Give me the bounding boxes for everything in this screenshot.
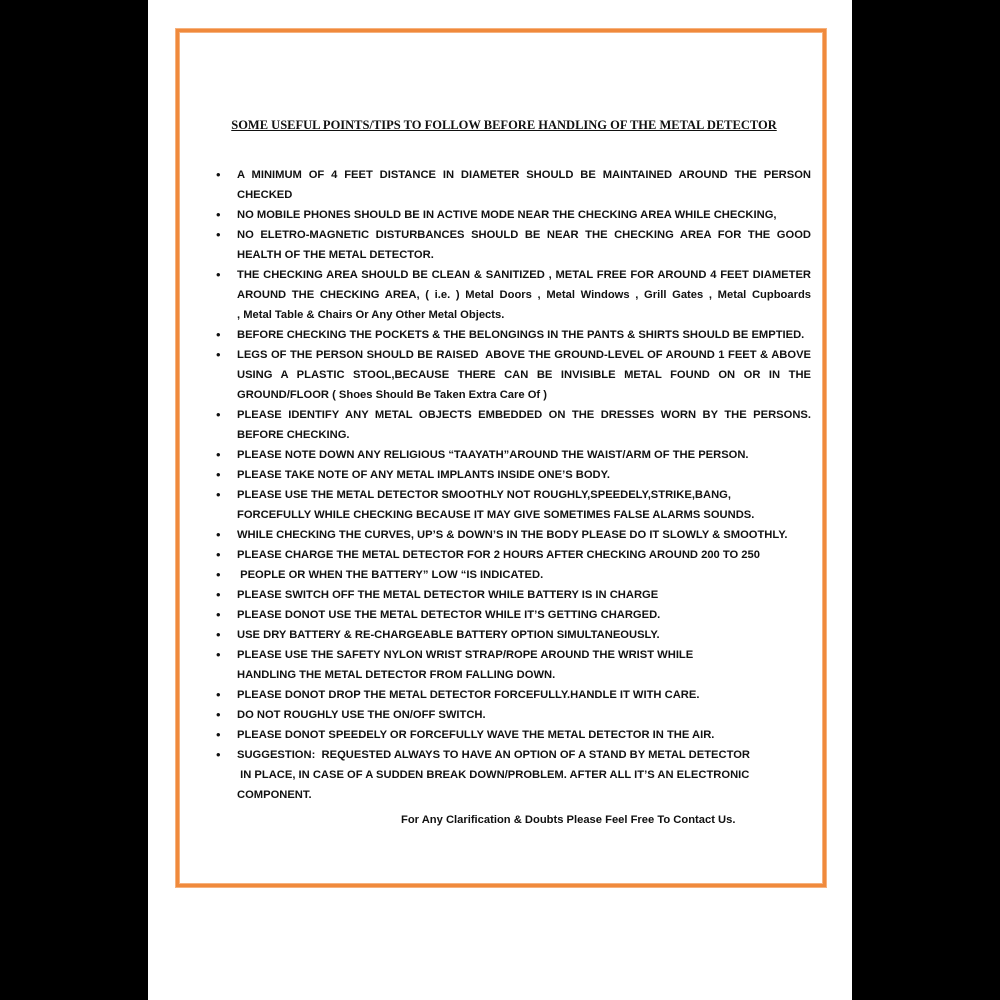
bullet-icon: • xyxy=(216,407,221,422)
list-item xyxy=(216,345,811,405)
list-item-text-line: PLEASE IDENTIFY ANY METAL OBJECTS EMBEDDED ON THE DRESSES WORN BY THE PERSONS. xyxy=(237,409,811,421)
list-item-text-line: HEALTH OF THE METAL DETECTOR. xyxy=(237,249,434,261)
list-item xyxy=(216,165,811,205)
list-item xyxy=(216,405,811,445)
bullet-icon: • xyxy=(216,327,221,342)
list-item-text-line: THE CHECKING AREA SHOULD BE CLEAN & SANITIZED , METAL FREE FOR AROUND 4 FEET DIAMETER xyxy=(237,269,811,281)
bullet-icon: • xyxy=(216,227,221,242)
list-item xyxy=(216,225,811,265)
document-title: SOME USEFUL POINTS/TIPS TO FOLLOW BEFORE HANDLING OF THE METAL DETECTOR xyxy=(231,118,777,132)
list-item xyxy=(216,685,811,705)
list-item-text-line: AROUND THE CHECKING AREA, ( i.e. ) Metal Doors , Metal Windows , Grill Gates , Metal Cupboards xyxy=(237,289,811,301)
list-item-text-line: LEGS OF THE PERSON SHOULD BE RAISED ABOVE THE GROUND-LEVEL OF AROUND 1 FEET & ABOVE xyxy=(237,349,811,361)
list-item xyxy=(216,705,811,725)
bullet-icon: • xyxy=(216,567,221,582)
list-item-text-line: PLEASE USE THE METAL DETECTOR SMOOTHLY NOT ROUGHLY,SPEEDELY,STRIKE,BANG, xyxy=(237,489,731,501)
list-item-text-line: , Metal Table & Chairs Or Any Other Metal Objects. xyxy=(237,309,505,321)
bullet-icon: • xyxy=(216,647,221,662)
list-item xyxy=(216,485,811,525)
list-item xyxy=(216,645,811,685)
list-item-text-line: FORCEFULLY WHILE CHECKING BECAUSE IT MAY GIVE SOMETIMES FALSE ALARMS SOUNDS. xyxy=(237,509,755,521)
list-item xyxy=(216,445,811,465)
orange-border-frame xyxy=(176,29,826,887)
list-item-text-line: SUGGESTION: REQUESTED ALWAYS TO HAVE AN OPTION OF A STAND BY METAL DETECTOR xyxy=(237,749,751,761)
list-item xyxy=(216,205,811,225)
bullet-icon: • xyxy=(216,707,221,722)
list-item-text-line: PLEASE DONOT DROP THE METAL DETECTOR FORCEFULLY.HANDLE IT WITH CARE. xyxy=(237,689,700,701)
document-page xyxy=(148,0,852,1000)
bullet-icon: • xyxy=(216,747,221,762)
list-item-text-line: WHILE CHECKING THE CURVES, UP’S & DOWN’S IN THE BODY PLEASE DO IT SLOWLY & SMOOTHLY. xyxy=(237,529,788,541)
list-item-text-line: IN PLACE, IN CASE OF A SUDDEN BREAK DOWN/PROBLEM. AFTER ALL IT’S AN ELECTRONIC xyxy=(237,769,750,781)
list-item xyxy=(216,585,811,605)
bullet-icon: • xyxy=(216,267,221,282)
bullet-icon: • xyxy=(216,487,221,502)
list-item xyxy=(216,565,811,585)
list-item-text-line: PLEASE DONOT USE THE METAL DETECTOR WHILE IT’S GETTING CHARGED. xyxy=(237,609,661,621)
list-item-text-line: PLEASE NOTE DOWN ANY RELIGIOUS “TAAYATH”AROUND THE WAIST/ARM OF THE PERSON. xyxy=(237,449,749,461)
list-item-text-line: COMPONENT. xyxy=(237,789,312,801)
bullet-icon: • xyxy=(216,607,221,622)
list-item-text-line: DO NOT ROUGHLY USE THE ON/OFF SWITCH. xyxy=(237,709,486,721)
list-item-text-line: NO MOBILE PHONES SHOULD BE IN ACTIVE MODE NEAR THE CHECKING AREA WHILE CHECKING, xyxy=(237,209,777,221)
bullet-icon: • xyxy=(216,547,221,562)
bullet-icon: • xyxy=(216,447,221,462)
bullet-icon: • xyxy=(216,207,221,222)
list-item-text-line: CHECKED xyxy=(237,189,293,201)
bullet-icon: • xyxy=(216,727,221,742)
list-item xyxy=(216,725,811,745)
bullet-icon: • xyxy=(216,167,221,182)
bullet-icon: • xyxy=(216,347,221,362)
list-item-text-line: PLEASE SWITCH OFF THE METAL DETECTOR WHILE BATTERY IS IN CHARGE xyxy=(237,589,659,601)
list-item xyxy=(216,745,811,805)
list-item xyxy=(216,625,811,645)
list-item xyxy=(216,525,811,545)
bullet-icon: • xyxy=(216,527,221,542)
list-item-text-line: BEFORE CHECKING. xyxy=(237,429,350,441)
tips-list xyxy=(216,165,811,805)
list-item-text-line: USE DRY BATTERY & RE-CHARGEABLE BATTERY OPTION SIMULTANEOUSLY. xyxy=(237,629,660,641)
list-item xyxy=(216,465,811,485)
list-item-text-line: PLEASE TAKE NOTE OF ANY METAL IMPLANTS INSIDE ONE’S BODY. xyxy=(237,469,610,481)
list-item xyxy=(216,325,811,345)
list-item-text-line: PLEASE DONOT SPEEDELY OR FORCEFULLY WAVE THE METAL DETECTOR IN THE AIR. xyxy=(237,729,715,741)
list-item xyxy=(216,265,811,325)
list-item-text-line: NO ELETRO-MAGNETIC DISTURBANCES SHOULD BE NEAR THE CHECKING AREA FOR THE GOOD xyxy=(237,229,811,241)
list-item-text-line: PLEASE USE THE SAFETY NYLON WRIST STRAP/ROPE AROUND THE WRIST WHILE xyxy=(237,649,694,661)
list-item-text-line: HANDLING THE METAL DETECTOR FROM FALLING DOWN. xyxy=(237,669,556,681)
list-item-text-line: GROUND/FLOOR ( Shoes Should Be Taken Extra Care Of ) xyxy=(237,389,547,401)
bullet-icon: • xyxy=(216,467,221,482)
list-item-text-line: BEFORE CHECKING THE POCKETS & THE BELONGINGS IN THE PANTS & SHIRTS SHOULD BE EMPTIED. xyxy=(237,329,805,341)
bullet-icon: • xyxy=(216,687,221,702)
list-item-text-line: PEOPLE OR WHEN THE BATTERY” LOW “IS INDICATED. xyxy=(237,569,544,581)
list-item-text-line: A MINIMUM OF 4 FEET DISTANCE IN DIAMETER SHOULD BE MAINTAINED AROUND THE PERSON xyxy=(237,169,811,181)
list-item xyxy=(216,545,811,565)
contact-footer: For Any Clarification & Doubts Please Feel Free To Contact Us. xyxy=(401,814,736,826)
list-item xyxy=(216,605,811,625)
list-item-text-line: PLEASE CHARGE THE METAL DETECTOR FOR 2 HOURS AFTER CHECKING AROUND 200 TO 250 xyxy=(237,549,760,561)
bullet-icon: • xyxy=(216,587,221,602)
bullet-icon: • xyxy=(216,627,221,642)
list-item-text-line: USING A PLASTIC STOOL,BECAUSE THERE CAN BE INVISIBLE METAL FOUND ON OR IN THE xyxy=(237,369,811,381)
